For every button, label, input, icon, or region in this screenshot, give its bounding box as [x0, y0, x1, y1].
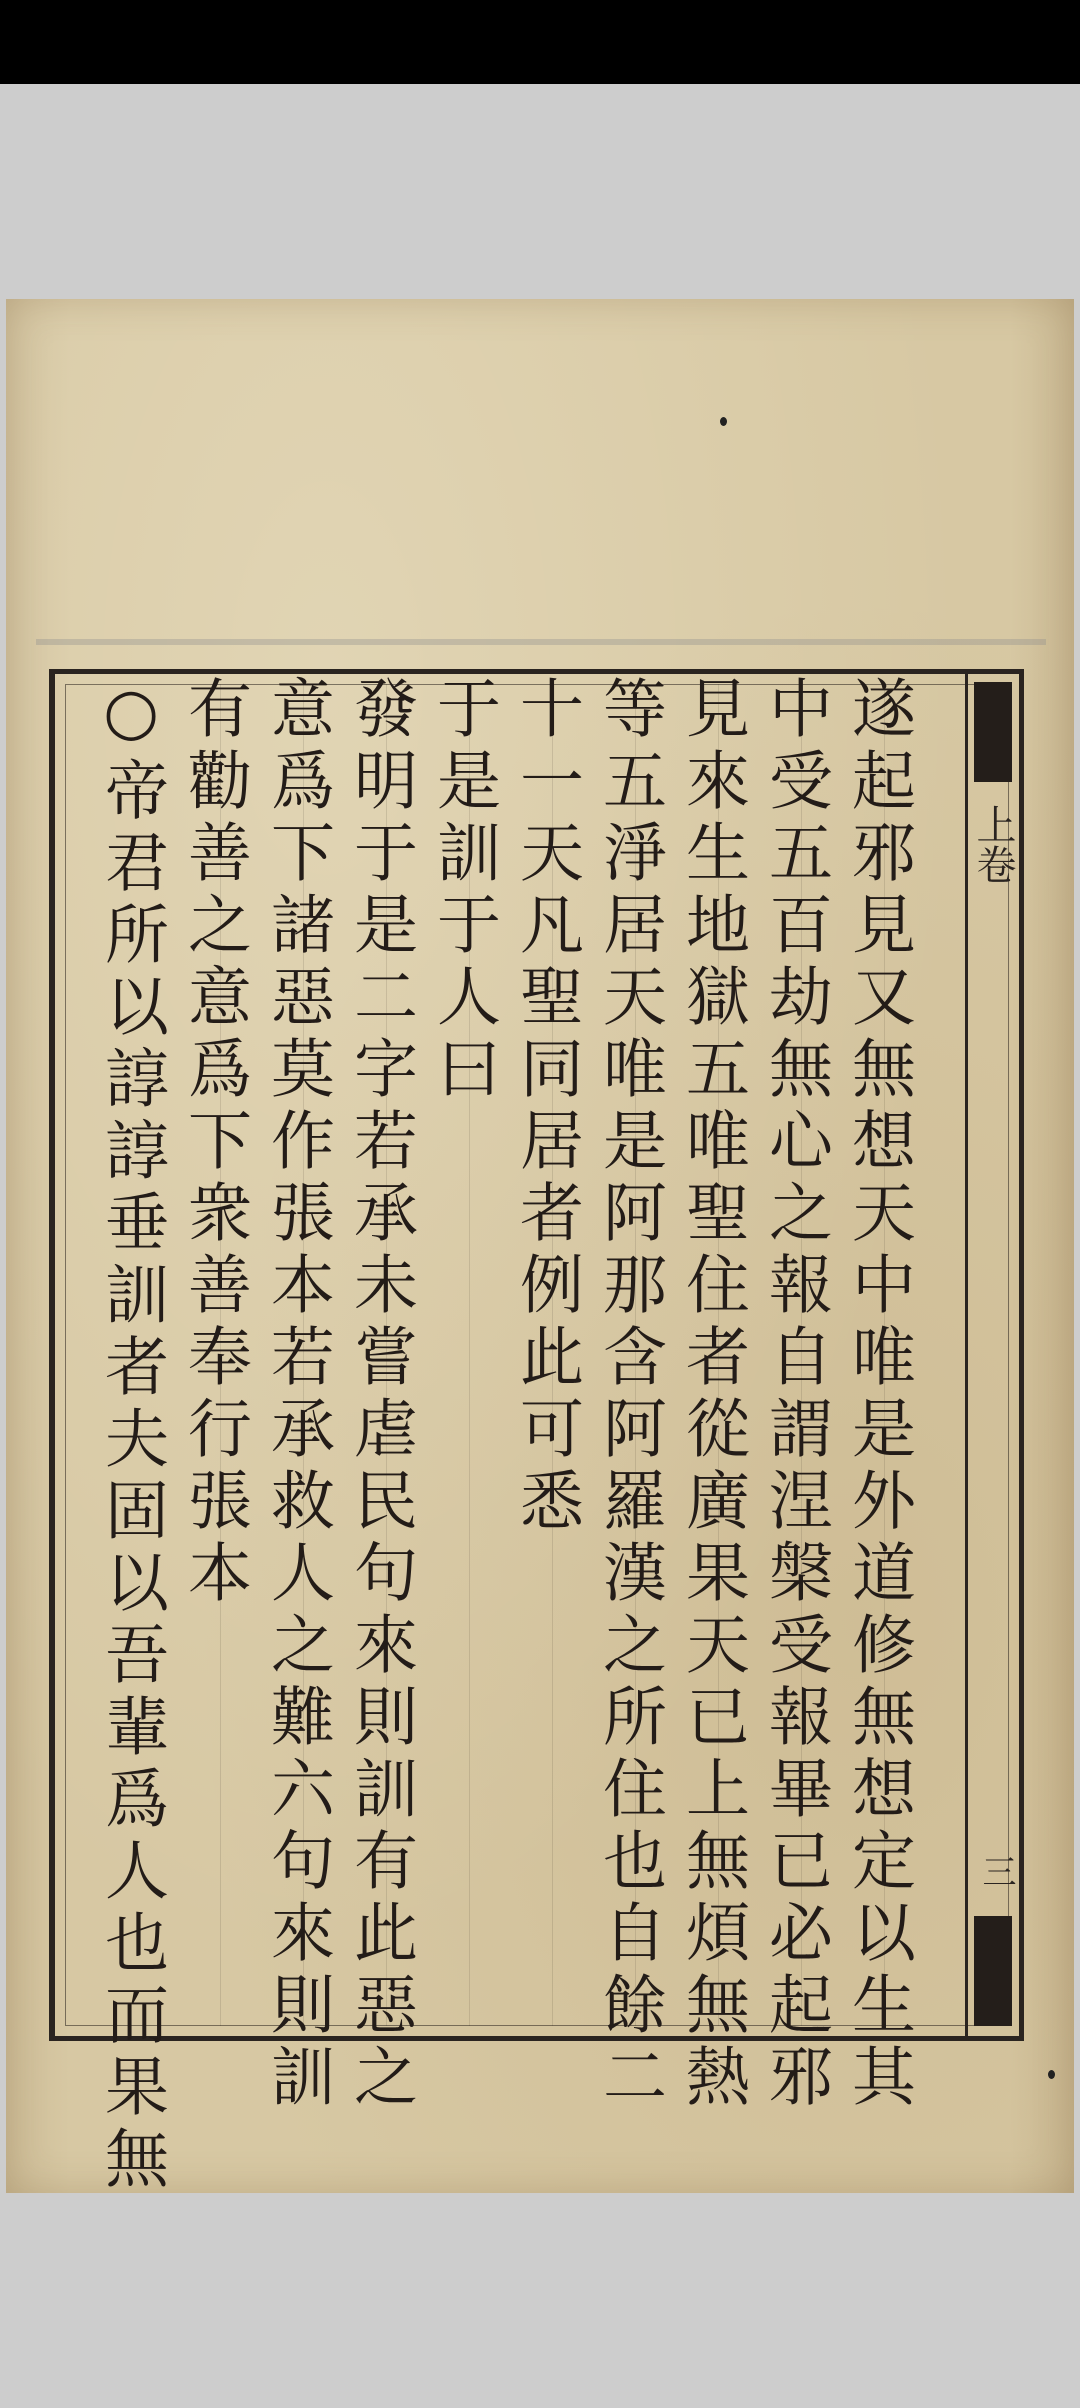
- center-column-banxin: [965, 674, 1019, 2036]
- status-bar: [0, 0, 1080, 84]
- fishtail-mark-top: [974, 682, 1012, 782]
- banxin-page-number: 三: [976, 1854, 1016, 1888]
- text-column-9: 有勸善之意爲下衆善奉行張本: [177, 675, 251, 1611]
- text-column-1: 遂起邪見又無想天中唯是外道修無想定以生其: [841, 675, 915, 2115]
- text-column-8: 意爲下諸惡莫作張本若承救人之難六句來則訓: [260, 675, 334, 2115]
- banxin-title: 上卷: [970, 804, 1016, 884]
- text-column-2: 中受五百劫無心之報自謂涅槃受報畢已必起邪: [758, 675, 832, 2115]
- text-column-4: 等五淨居天唯是阿那含阿羅漢之所住也自餘二: [592, 675, 666, 2115]
- text-column-5: 十一天凡聖同居者例此可悉: [509, 675, 583, 1539]
- ink-spot: [720, 417, 727, 426]
- book-page-scan: [6, 299, 1074, 2197]
- fishtail-mark-bottom: [974, 1916, 1012, 2026]
- text-column-3: 見來生地獄五唯聖住者從廣果天已上無煩無熱: [675, 675, 749, 2115]
- text-column-7: 發明于是二字若承未嘗虐民句來則訓有此惡之: [343, 675, 417, 2115]
- text-column-6: 于是訓于人曰: [426, 675, 500, 1107]
- ink-spot: [1048, 2070, 1055, 2079]
- text-column-10: ○帝君所以諄諄垂訓者夫固以吾輩爲人也而果無: [94, 675, 168, 2197]
